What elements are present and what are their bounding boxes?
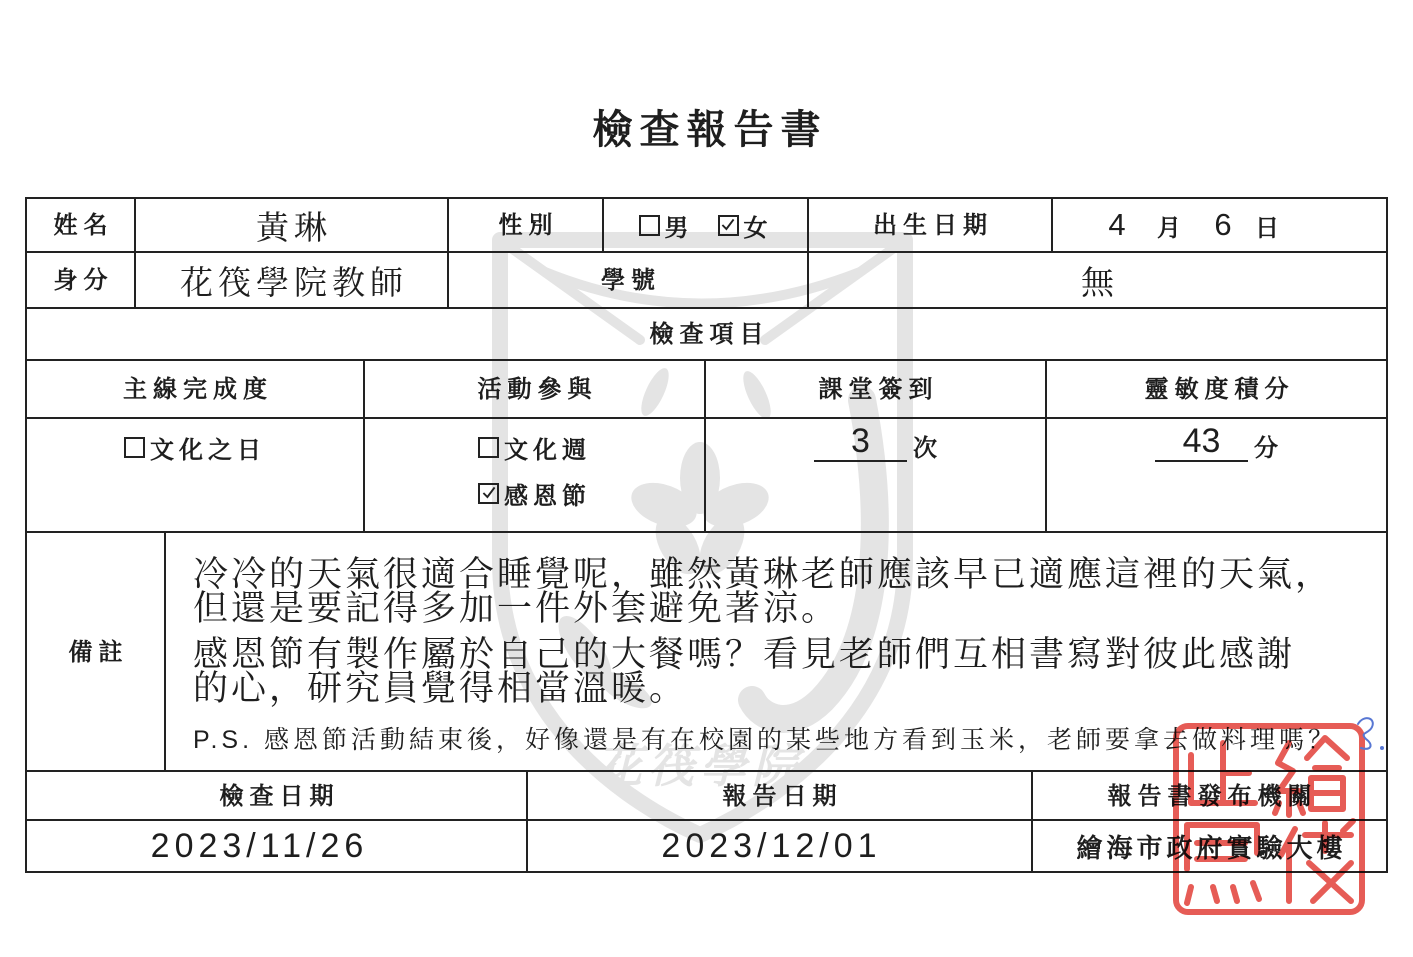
birthday-month: 4 [1108, 207, 1126, 242]
checkbox-female[interactable] [718, 215, 739, 236]
student-id-label: 學號 [601, 265, 661, 294]
inspection-date-value-cell [27, 821, 528, 873]
watermark-text: 花筏學院 [596, 739, 804, 793]
student-id-value-cell [809, 253, 1388, 309]
identity-label: 身分 [53, 265, 114, 294]
identity-label-cell [27, 253, 136, 309]
remarks-text-cell [166, 533, 1388, 772]
identity-value: 花筏學院教師 [180, 263, 408, 301]
name-label: 姓名 [53, 210, 114, 239]
name-value-cell [136, 199, 449, 253]
gender-label-cell [449, 199, 604, 253]
main-story-items [124, 419, 266, 463]
attendance-entry [814, 422, 937, 462]
report-table [25, 197, 1388, 873]
inspection-date-label: 檢查日期 [219, 780, 340, 810]
activities-header-cell [365, 361, 706, 419]
agility-score-value-cell [1047, 419, 1388, 533]
gender-option-female [718, 210, 773, 240]
checkbox-culture-week[interactable] [478, 437, 499, 458]
activities-label: 活動參與 [477, 374, 598, 403]
gender-option-label: 女 [743, 212, 773, 242]
report-date: 2023/12/01 [661, 826, 882, 865]
inspection-date-label-cell [27, 772, 528, 821]
birthday-day-unit: 日 [1255, 212, 1279, 242]
student-id-label-cell [449, 253, 809, 309]
remarks-label-cell [27, 533, 166, 772]
activities-value-cell [365, 419, 706, 533]
report-date-value-cell [528, 821, 1033, 873]
main-story-label: 主線完成度 [123, 374, 273, 403]
remarks-line: 但還是要記得多加一件外套避免著涼。 [193, 589, 840, 628]
name-value: 黃琳 [256, 208, 332, 246]
activity-item-label: 文化週 [504, 434, 591, 464]
agility-score-label: 靈敏度積分 [1144, 374, 1295, 403]
checkbox-thanksgiving[interactable] [478, 483, 499, 504]
attendance-label: 課堂簽到 [818, 374, 939, 403]
gender-label: 性別 [498, 210, 559, 239]
remarks-postscript: P.S. 感恩節活動結束後，好像還是有在校園的某些地方看到玉米，老師要拿去做料理嗎？ [193, 726, 1337, 754]
gender-option-male [639, 210, 694, 240]
attendance-value-cell [706, 419, 1047, 533]
gender-value-cell [604, 199, 809, 253]
birthday-day: 6 [1214, 207, 1232, 242]
activity-item-label: 感恩節 [504, 480, 591, 510]
main-story-header-cell [27, 361, 365, 419]
page-title: 檢查報告書 [592, 106, 828, 153]
birthday-label-cell [809, 199, 1053, 253]
agility-score-unit: 分 [1254, 433, 1278, 462]
checkbox-culture-day[interactable] [124, 437, 145, 458]
inspection-heading-cell [27, 309, 1388, 361]
remarks-label: 備註 [68, 636, 129, 666]
activity-item [478, 478, 591, 508]
activities-items [478, 419, 591, 508]
report-date-label: 報告日期 [722, 780, 843, 810]
check-mark-icon [481, 485, 497, 501]
inspection-date: 2023/11/26 [150, 826, 369, 865]
gender-option-label: 男 [664, 212, 694, 242]
name-label-cell [27, 199, 136, 253]
identity-value-cell [136, 253, 449, 309]
birthday-month-unit: 月 [1157, 212, 1181, 242]
remarks-line: 的心，研究員覺得相當溫暖。 [193, 669, 688, 708]
check-mark-icon [720, 217, 736, 233]
issuer-value: 繪海市政府實驗大樓 [1076, 833, 1347, 864]
birthday-value-cell [1053, 199, 1388, 253]
attendance-count: 3 [814, 422, 907, 462]
main-story-value-cell [27, 419, 365, 533]
issuer-value-cell [1033, 821, 1388, 873]
remarks-line: 冷冷的天氣很適合睡覺呢，雖然黃琳老師應該早已適應這裡的天氣， [193, 555, 1334, 594]
agility-score-header-cell [1047, 361, 1388, 419]
issuer-label: 報告書發布機關 [1107, 780, 1318, 810]
attendance-unit: 次 [913, 433, 937, 462]
student-id-value: 無 [1081, 263, 1119, 301]
report-date-label-cell [528, 772, 1033, 821]
attendance-header-cell [706, 361, 1047, 419]
agility-score-entry [1155, 422, 1278, 462]
remarks-line: 感恩節有製作屬於自己的大餐嗎？看見老師們互相書寫對彼此感謝 [193, 635, 1296, 674]
agility-score-value: 43 [1155, 422, 1248, 462]
main-story-item [124, 432, 266, 462]
issuer-label-cell [1033, 772, 1388, 821]
inspection-heading: 檢查項目 [649, 319, 770, 348]
birthday-label: 出生日期 [873, 210, 993, 239]
activity-item [478, 432, 591, 462]
main-story-item-label: 文化之日 [150, 434, 266, 464]
checkbox-male[interactable] [639, 215, 660, 236]
